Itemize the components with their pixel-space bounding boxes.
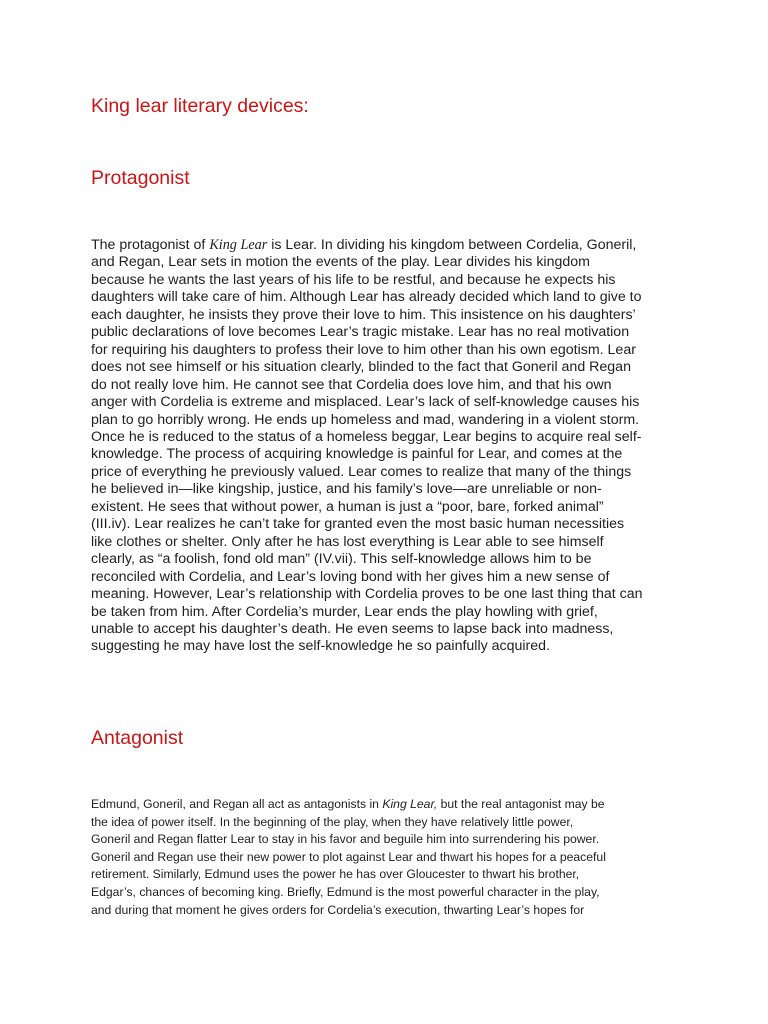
document-title: King lear literary devices: (91, 95, 309, 117)
paragraph-line: Goneril and Regan use their new power to plot against Lear and thwart his hopes for a peaceful (91, 849, 606, 864)
paragraph-line: the idea of power itself. In the beginning of the play, when they have relatively little power, (91, 814, 574, 829)
paragraph-line: reconciled with Cordelia, and Lear’s loving bond with her gives him a new sense of (91, 568, 610, 585)
paragraph-line: Once he is reduced to the status of a homeless beggar, Lear begins to acquire real self- (91, 428, 642, 445)
paragraph-line: anger with Cordelia is extreme and misplaced. Lear’s lack of self-knowledge causes his (91, 394, 640, 411)
paragraph-line: retirement. Similarly, Edmund uses the power he has over Gloucester to thwart his brother, (91, 867, 580, 882)
paragraph-line: he believed in—like kingship, justice, and his family’s love—are unreliable or non- (91, 481, 602, 498)
paragraph-line: like clothes or shelter. Only after he has lost everything is Lear able to see himself (91, 533, 604, 550)
paragraph-line: Goneril and Regan flatter Lear to stay in his favor and beguile him into surrendering his power. (91, 832, 600, 847)
paragraph-line: does not see himself or his situation clearly, blinded to the fact that Goneril and Regan (91, 359, 631, 376)
paragraph-line (91, 237, 691, 254)
book-title-italic: King Lear (209, 237, 268, 253)
paragraph-line: plan to go horribly wrong. He ends up homeless and mad, wandering in a violent storm. (91, 411, 640, 428)
line-text: The protagonist of (91, 237, 210, 253)
antagonist-paragraph (91, 796, 691, 919)
paragraph-line: do not really love him. He cannot see that Cordelia does love him, and that his own (91, 376, 612, 393)
paragraph-line: and Regan, Lear sets in motion the events of the play. Lear divides his kingdom (91, 254, 590, 271)
paragraph-line: daughters will take care of him. Although Lear has already decided which land to give to (91, 289, 642, 306)
paragraph-line: meaning. However, Lear’s relationship with Cordelia proves to be one last thing that can (91, 586, 643, 603)
paragraph-line: because he wants the last years of his life to be restful, and because he expects his (91, 271, 616, 288)
paragraph-line: for requiring his daughters to profess their love to him other than his own egotism. Lear (91, 341, 636, 358)
paragraph-line: each daughter, he insists they prove their love to him. This insistence on his daughters’ (91, 306, 636, 323)
paragraph-line: and during that moment he gives orders for Cordelia’s execution, thwarting Lear’s hopes for (91, 902, 585, 917)
paragraph-line: Edgar’s, chances of becoming king. Briefly, Edmund is the most powerful character in the play, (91, 884, 600, 899)
section-heading-antagonist: Antagonist (91, 727, 184, 749)
paragraph-line: existent. He sees that without power, a human is just a “poor, bare, forked animal” (91, 498, 604, 515)
paragraph-line: public declarations of love becomes Lear’s tragic mistake. Lear has no real motivation (91, 324, 630, 341)
line-text: but the real antagonist may be (437, 797, 605, 811)
paragraph-line: price of everything he previously valued. Lear comes to realize that many of the things (91, 463, 632, 480)
paragraph-line: unable to accept his daughter’s death. He even seems to lapse back into madness, (91, 620, 614, 637)
protagonist-paragraph (91, 237, 691, 656)
paragraph-line: suggesting he may have lost the self-knowledge he so painfully acquired. (91, 638, 551, 655)
paragraph-line: be taken from him. After Cordelia’s murder, Lear ends the play howling with grief, (91, 603, 598, 620)
section-heading-protagonist: Protagonist (91, 167, 190, 189)
paragraph-line (91, 796, 691, 814)
paragraph-line: (III.iv). Lear realizes he can’t take for granted even the most basic human necessities (91, 516, 625, 533)
line-text: is Lear. In dividing his kingdom between Cordelia, Goneril, (267, 237, 637, 253)
paragraph-line: clearly, as “a foolish, fond old man” (IV.vii). This self-knowledge allows him to be (91, 551, 592, 568)
paragraph-line: knowledge. The process of acquiring knowledge is painful for Lear, and comes at the (91, 446, 623, 463)
book-title-italic: King Lear, (382, 797, 438, 811)
line-text: Edmund, Goneril, and Regan all act as antagonists in (91, 797, 383, 811)
